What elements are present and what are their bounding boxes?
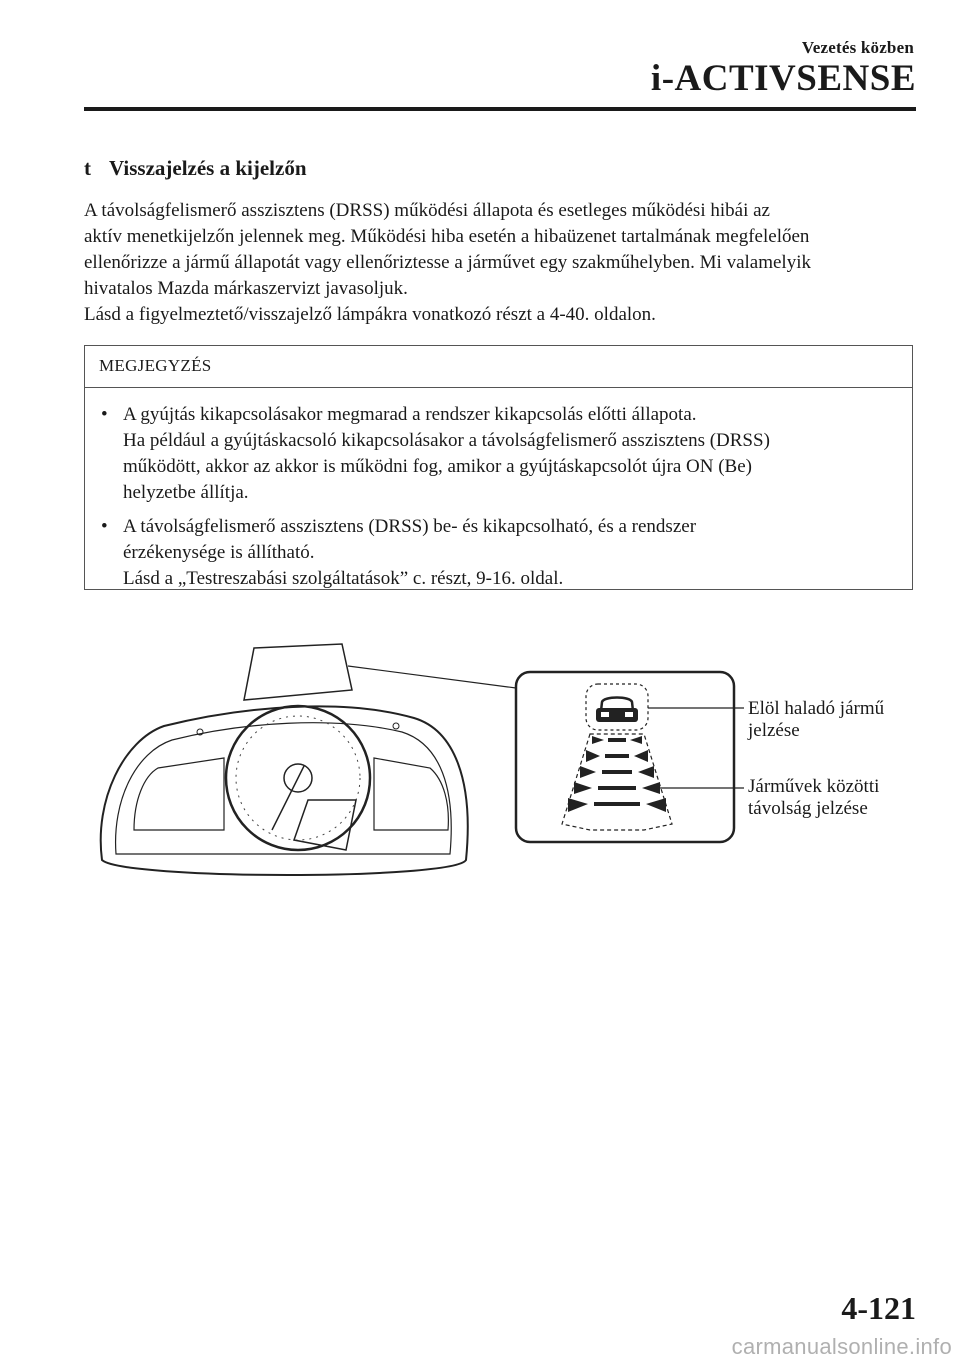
distance-zone-outline — [562, 734, 672, 830]
header-subtitle: Vezetés közben — [801, 38, 914, 57]
note-line: Ha például a gyújtáskacsoló kikapcsolásakor a távolságfelismerő asszisztens (DRSS) — [123, 430, 770, 451]
note-line: érzékenysége is állítható. — [123, 542, 315, 563]
body-line: ellenőrizze a jármű állapotát vagy ellenőriztesse a járművet egy szakműhelyben. Mi valamelyik — [84, 252, 811, 273]
note-line: A távolságfelismerő asszisztens (DRSS) be- és kikapcsolható, és a rendszer — [123, 516, 697, 537]
callout-distance-line: Járművek közötti — [748, 776, 880, 797]
note-list — [85, 388, 912, 592]
note-line: helyzetbe állítja. — [123, 482, 249, 503]
note-line: A gyújtás kikapcsolásakor megmarad a rendszer kikapcsolás előtti állapota. — [123, 404, 697, 425]
left-gauge-window — [134, 758, 224, 830]
section-marker: t — [84, 156, 91, 180]
instrument-cluster-illustration — [84, 640, 924, 890]
header-rule — [84, 107, 916, 111]
section-heading-text: Visszajelzés a kijelzőn — [109, 156, 307, 180]
hud-panel — [244, 644, 352, 700]
lead-vehicle-icon — [596, 698, 638, 723]
body-text — [84, 198, 924, 328]
body-line: Lásd a figyelmeztető/visszajelző lámpákra vonatkozó részt a 4-40. oldalon. — [84, 304, 656, 325]
watermark: carmanualsonline.info — [731, 1334, 952, 1359]
note-item — [85, 402, 912, 506]
bullet-icon: • — [101, 404, 108, 425]
callout-vehicle — [748, 698, 884, 742]
note-title: MEGJEGYZÉS — [85, 346, 912, 388]
header-title: i-ACTIVSENSE — [650, 58, 916, 99]
section-heading — [84, 156, 307, 181]
instrument-cluster-figure — [84, 640, 924, 890]
callout-vehicle-line: jelzése — [748, 720, 800, 741]
callout-distance-line: távolság jelzése — [748, 798, 868, 819]
right-gauge-window — [374, 758, 448, 830]
note-line: Lásd a „Testreszabási szolgáltatások” c. részt, 9-16. oldal. — [123, 568, 564, 589]
cluster-inner-outline — [116, 723, 452, 854]
center-display — [294, 800, 356, 850]
leader-line — [348, 666, 516, 688]
speedometer-needle — [272, 766, 304, 830]
body-line: A távolságfelismerő asszisztens (DRSS) működési állapota és esetleges működési hibái az — [84, 200, 770, 221]
body-line: hivatalos Mazda márkaszervizt javasoljuk. — [84, 278, 408, 299]
callout-distance — [748, 776, 879, 820]
bullet-icon: • — [101, 516, 108, 537]
page-number: 4-121 — [841, 1290, 916, 1326]
callout-vehicle-line: Elöl haladó jármű — [748, 698, 885, 719]
body-line: aktív menetkijelzőn jelennek meg. Működési hiba esetén a hibaüzenet tartalmának megfelelően — [84, 226, 810, 247]
note-box — [84, 345, 913, 590]
distance-bars-icon — [568, 736, 666, 812]
note-item — [85, 514, 912, 592]
indicator-light-icon — [393, 723, 399, 729]
note-line: működött, akkor az akkor is működni fog, amikor a gyújtáskapcsolót újra ON (Be) — [123, 456, 752, 477]
